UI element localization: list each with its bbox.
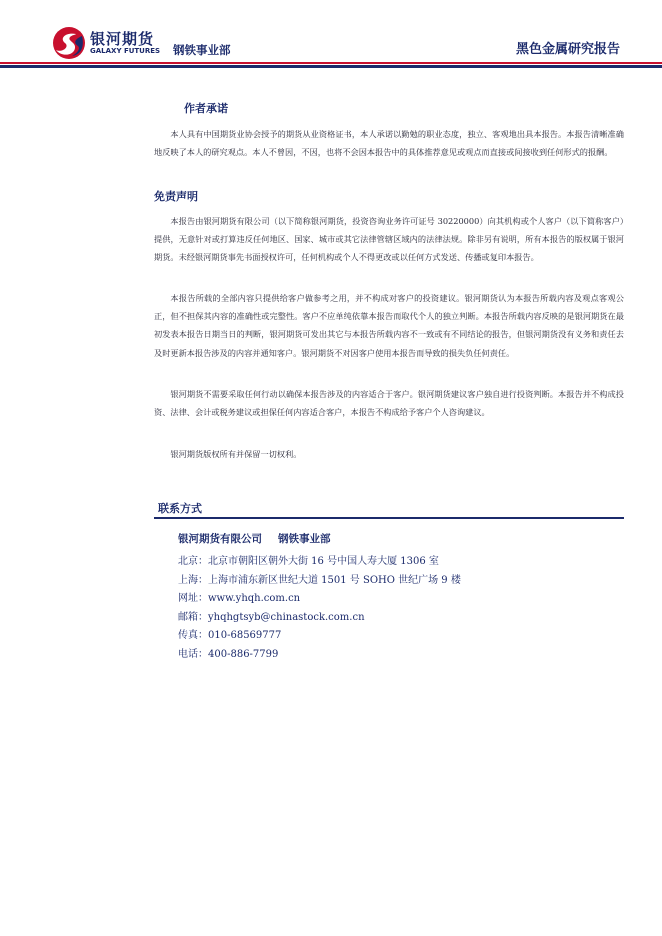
contact-details bbox=[178, 553, 461, 664]
contact-email-link[interactable]: 邮箱：yhqhgtsyb@chinastock.com.cn bbox=[178, 611, 365, 623]
header-department: 钢铁事业部 bbox=[173, 43, 231, 57]
contact-phone: 电话：400-886-7799 bbox=[178, 648, 279, 660]
contact-divider bbox=[154, 517, 624, 519]
contact-shanghai-address: 上海：上海市浦东新区世纪大道 1501 号 SOHO 世纪广场 9 楼 bbox=[178, 574, 461, 586]
disclaimer-title: 免责声明 bbox=[154, 190, 198, 203]
contact-title: 联系方式 bbox=[158, 502, 202, 515]
disclaimer-paragraph: 本报告所载的全部内容只提供给客户做参考之用，并不构成对客户的投资建议。银河期货认为本报告所载内容及观点客观公正，但不担保其内容的准确性或完整性。客户不应单纯依靠本报告而取代个人的独立判断。本报告所载内容反映的是银河期货在最初发表本报告日期当日的判断，银河期货可发出其它与本报告所载内容不一致或有不同结论的报告，但银河期货没有义务和责任去及时更新本报告涉及的内容并通知客户。银河期货不对因客户使用本报告而导致的损失负任何责任。 bbox=[154, 293, 624, 358]
author-commitment-title: 作者承诺 bbox=[184, 102, 228, 115]
galaxy-logo-icon bbox=[52, 26, 86, 60]
company-name: 银河期货有限公司 bbox=[178, 533, 262, 545]
disclaimer-paragraph: 本报告由银河期货有限公司（以下简称银河期货，投资咨询业务许可证号 30220000）向其机构或个人客户（以下简称客户）提供，无意针对或打算违反任何地区、国家、城市或其它法律管辖区域内的法律法规。除非另有说明，所有本报告的版权属于银河期货。未经银河期货事先书面授权许可，任何机构或个人不得更改或以任何方式发送、传播或复印本报告。 bbox=[154, 216, 624, 263]
contact-company bbox=[178, 531, 331, 546]
contact-beijing-address: 北京：北京市朝阳区朝外大街 16 号中国人寿大厦 1306 室 bbox=[178, 556, 439, 567]
company-department: 钢铁事业部 bbox=[278, 533, 331, 545]
header-report-type: 黑色金属研究报告 bbox=[515, 42, 620, 57]
disclaimer-paragraph: 银河期货不需要采取任何行动以确保本报告涉及的内容适合于客户。银河期货建议客户独自进行投资判断。本报告并不构成投资、法律、会计或税务建议或担保任何内容适合客户，本报告不构成给予客户个人咨询建议。 bbox=[154, 389, 624, 418]
header-divider-blue bbox=[0, 65, 662, 68]
contact-website-link[interactable]: 网址：www.yhqh.com.cn bbox=[178, 593, 301, 604]
header-divider-red bbox=[0, 62, 662, 64]
author-commitment-paragraph: 本人具有中国期货业协会授予的期货从业资格证书，本人承诺以勤勉的职业态度，独立、客观地出具本报告。本报告清晰准确地反映了本人的研究观点。本人不曾因，不因，也将不会因本报告中的具体推荐意见或观点而直接或间接收到任何形式的报酬。 bbox=[154, 129, 624, 158]
logo-text-cn: 银河期货 bbox=[90, 30, 155, 48]
page-header bbox=[0, 0, 662, 70]
contact-fax: 传真：010-68569777 bbox=[178, 630, 282, 641]
logo-text-en: GALAXY FUTURES bbox=[90, 47, 161, 55]
disclaimer-paragraph: 银河期货版权所有并保留一切权利。 bbox=[170, 449, 302, 459]
